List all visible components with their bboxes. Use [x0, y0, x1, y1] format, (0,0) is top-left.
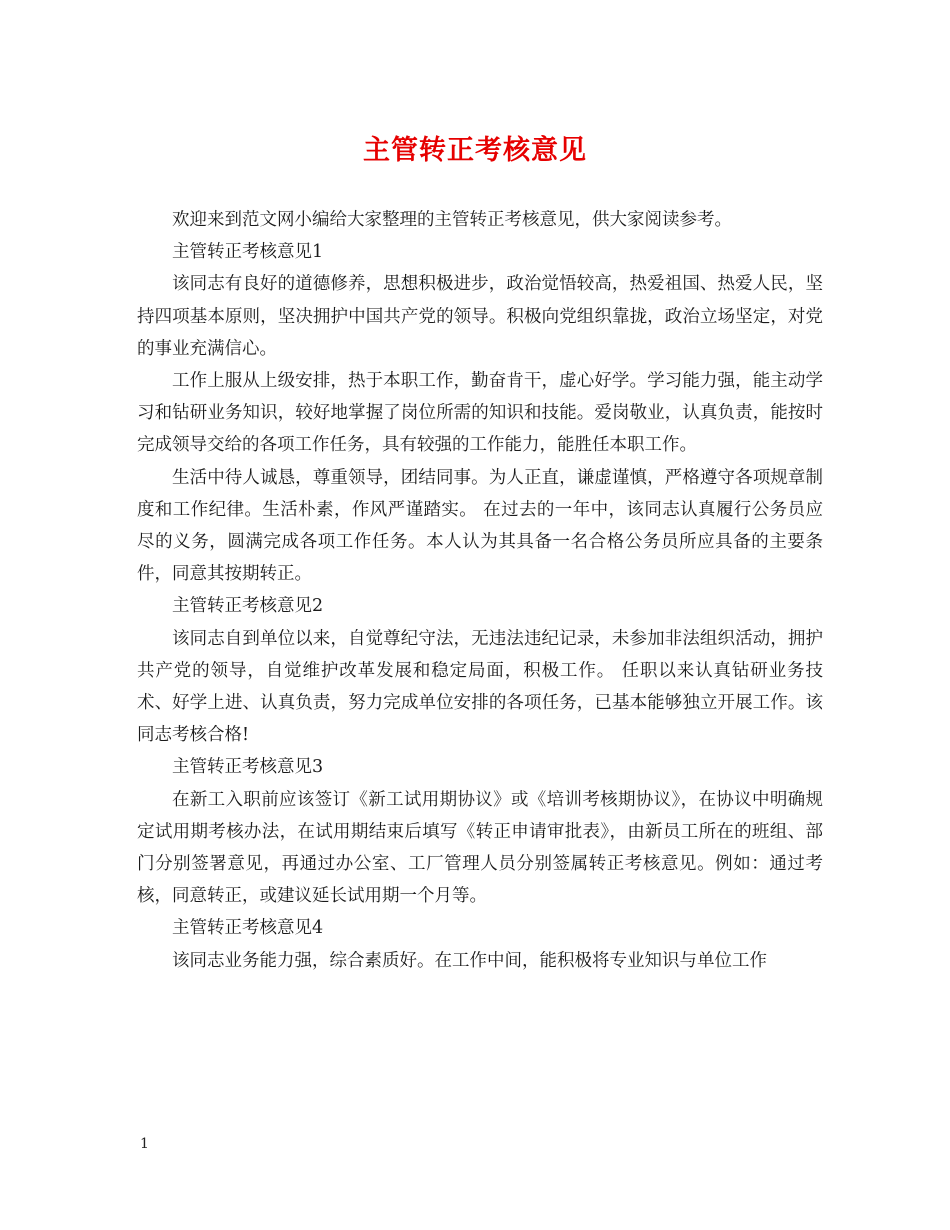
body-paragraph: 工作上服从上级安排，热于本职工作，勤奋肯干，虚心好学。学习能力强，能主动学习和钻研业务知识，较好地掌握了岗位所需的知识和技能。爱岗敬业，认真负责，能按时完成领导交给的各项工作任务，具有较强的工作能力，能胜任本职工作。 [137, 371, 823, 456]
body-paragraph: 在新工入职前应该签订《新工试用期协议》或《培训考核期协议》，在协议中明确规定试用期考核办法，在试用期结束后填写《转正申请审批表》，由新员工所在的班组、部门分别签署意见，再通过办公室、工厂管理人员分别签属转正考核意见。例如：通过考核，同意转正，或建议延长试用期一个月等。 [137, 789, 823, 907]
intro-paragraph: 欢迎来到范文网小编给大家整理的主管转正考核意见，供大家阅读参考。 [172, 210, 732, 230]
body-paragraph: 该同志自到单位以来，自觉尊纪守法，无违法违纪记录，未参加非法组织活动，拥护共产党的领导，自觉维护改革发展和稳定局面，积极工作。 任职以来认真钻研业务技术、好学上进、认真负责，努力完成单位安排的各项任务，已基本能够独立开展工作。该同志考核合格! [137, 628, 823, 746]
document-body [137, 204, 823, 977]
section-heading-1: 主管转正考核意见1 [172, 242, 324, 263]
section-heading-4: 主管转正考核意见4 [172, 918, 324, 939]
body-paragraph: 该同志有良好的道德修养，思想积极进步，政治觉悟较高，热爱祖国、热爱人民，坚持四项基本原则，坚决拥护中国共产党的领导。积极向党组织靠拢，政治立场坚定，对党的事业充满信心。 [137, 274, 823, 359]
body-paragraph: 生活中待人诚恳，尊重领导，团结同事。为人正直，谦虚谨慎，严格遵守各项规章制度和工作纪律。生活朴素，作风严谨踏实。 在过去的一年中，该同志认真履行公务员应尽的义务，圆满完成各项工作任务。本人认为其具备一名合格公务员所应具备的主要条件，同意其按期转正。 [137, 467, 823, 585]
page-title: 主管转正考核意见 [363, 135, 587, 166]
section-heading-3: 主管转正考核意见3 [172, 757, 324, 778]
page-number: 1 [140, 1136, 149, 1152]
section-heading-2: 主管转正考核意见2 [172, 596, 324, 617]
body-paragraph: 该同志业务能力强，综合素质好。在工作中间，能积极将专业知识与单位工作 [172, 950, 767, 971]
